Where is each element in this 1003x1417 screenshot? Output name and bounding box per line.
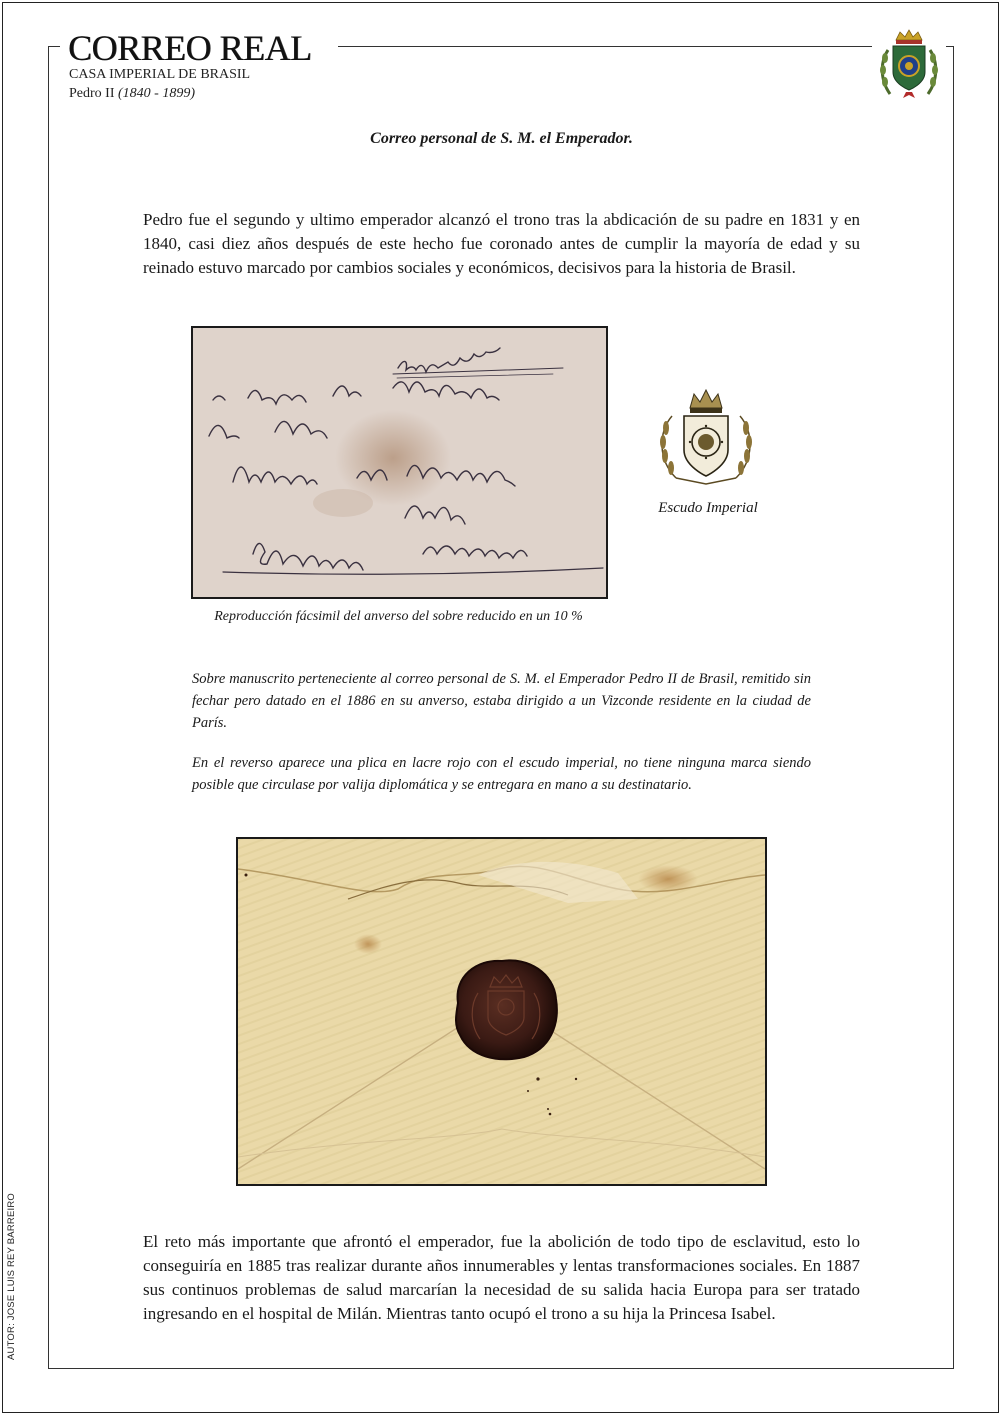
description-paragraph: En el reverso aparece una plica en lacre rojo con el escudo imperial, no tiene ninguna marca siendo posible que circulase por valija diplomática y se entregara en mano a su destinatario.	[192, 755, 811, 793]
description-paragraph: Sobre manuscrito perteneciente al correo personal de S. M. el Emperador Pedro II de Brasil, remitido sin fechar pero datado en el 1886 en su anverso, estaba dirigido a un Vizconde residente en la ciudad de París.	[192, 671, 811, 731]
section-heading: Correo personal de S. M. el Emperador.	[370, 130, 633, 147]
intro-paragraph: Pedro fue el segundo y ultimo emperador alcanzó el trono tras la abdicación de su padre en 1831 y en 1840, casi diez años después de este hecho fue coronado antes de cumplir la mayoría de edad y su reinado estuvo marcado por cambios sociales y económicos, decisivos para la historia de Brasil.	[143, 210, 860, 277]
ruler-years: (1840 - 1899)	[118, 86, 195, 101]
ruler-line	[69, 87, 195, 101]
envelope-front-caption: Reproducción fácsimil del anverso del sobre reducido en un 10 %	[214, 609, 583, 624]
page-subtitle: CASA IMPERIAL DE BRASIL	[69, 67, 251, 82]
envelope-front-image	[191, 326, 608, 599]
imperial-emblem-icon	[878, 28, 940, 100]
envelope-back-image	[236, 837, 767, 1186]
shield-caption: Escudo Imperial	[658, 500, 758, 516]
ruler-name: Pedro II	[69, 86, 115, 101]
author-credit: AUTOR: JOSE LUIS REY BARREIRO	[6, 1193, 17, 1360]
page-title: CORREO REAL	[68, 28, 312, 68]
imperial-shield-icon	[654, 386, 758, 490]
closing-paragraph: El reto más importante que afrontó el emperador, fue la abolición de todo tipo de esclavitud, esto lo conseguiría en 1885 tras realizar durante años innumerables y lentas transformaciones sociales. En 1887 sus continuos problemas de salud marcarían la necesidad de su salida hacia Europa para ser tratado ingresando en el hospital de Milán. Mientras tanto ocupó el trono a su hija la Princesa Isabel.	[143, 1232, 860, 1323]
